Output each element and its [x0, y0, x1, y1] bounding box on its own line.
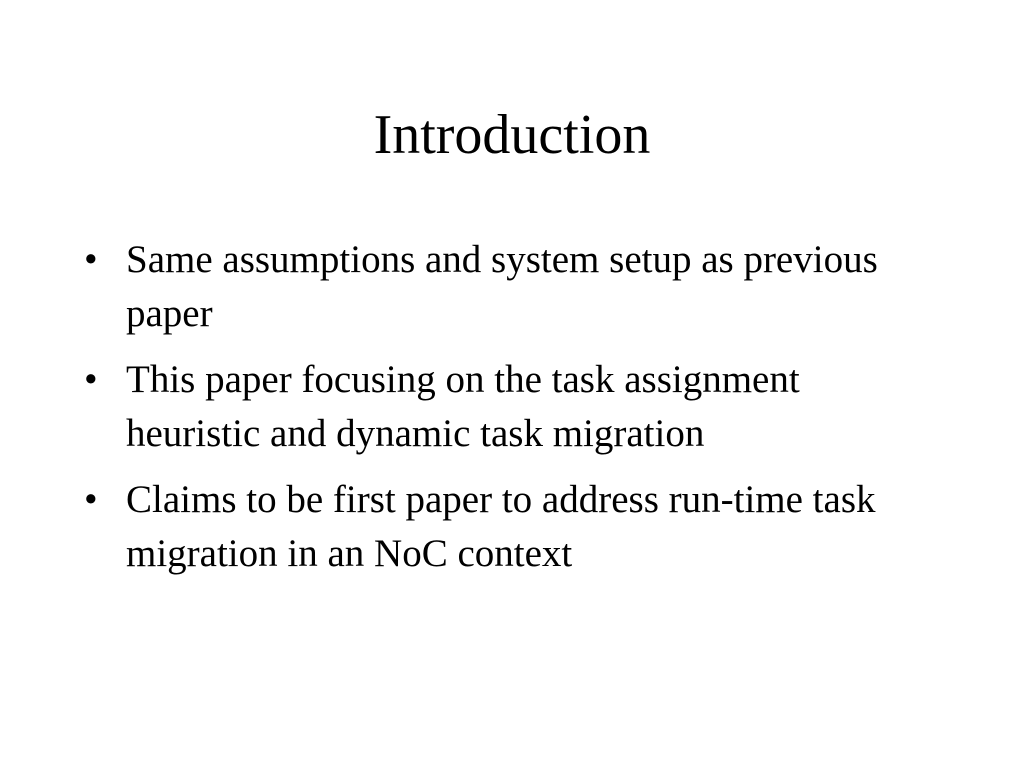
- bullet-list: [82, 233, 942, 593]
- bullet-marker: •: [84, 358, 98, 401]
- bullet-item: [82, 233, 942, 341]
- slide-title: Introduction: [373, 104, 651, 166]
- bullet-text: Claims to be first paper to address run-time task migration in an NoC context: [126, 478, 876, 575]
- bullet-item: [82, 353, 942, 461]
- bullet-text: Same assumptions and system setup as previous paper: [126, 238, 878, 335]
- bullet-text: This paper focusing on the task assignment heuristic and dynamic task migration: [126, 358, 800, 455]
- bullet-marker: •: [84, 478, 98, 521]
- bullet-marker: •: [84, 238, 98, 281]
- bullet-item: [82, 473, 942, 581]
